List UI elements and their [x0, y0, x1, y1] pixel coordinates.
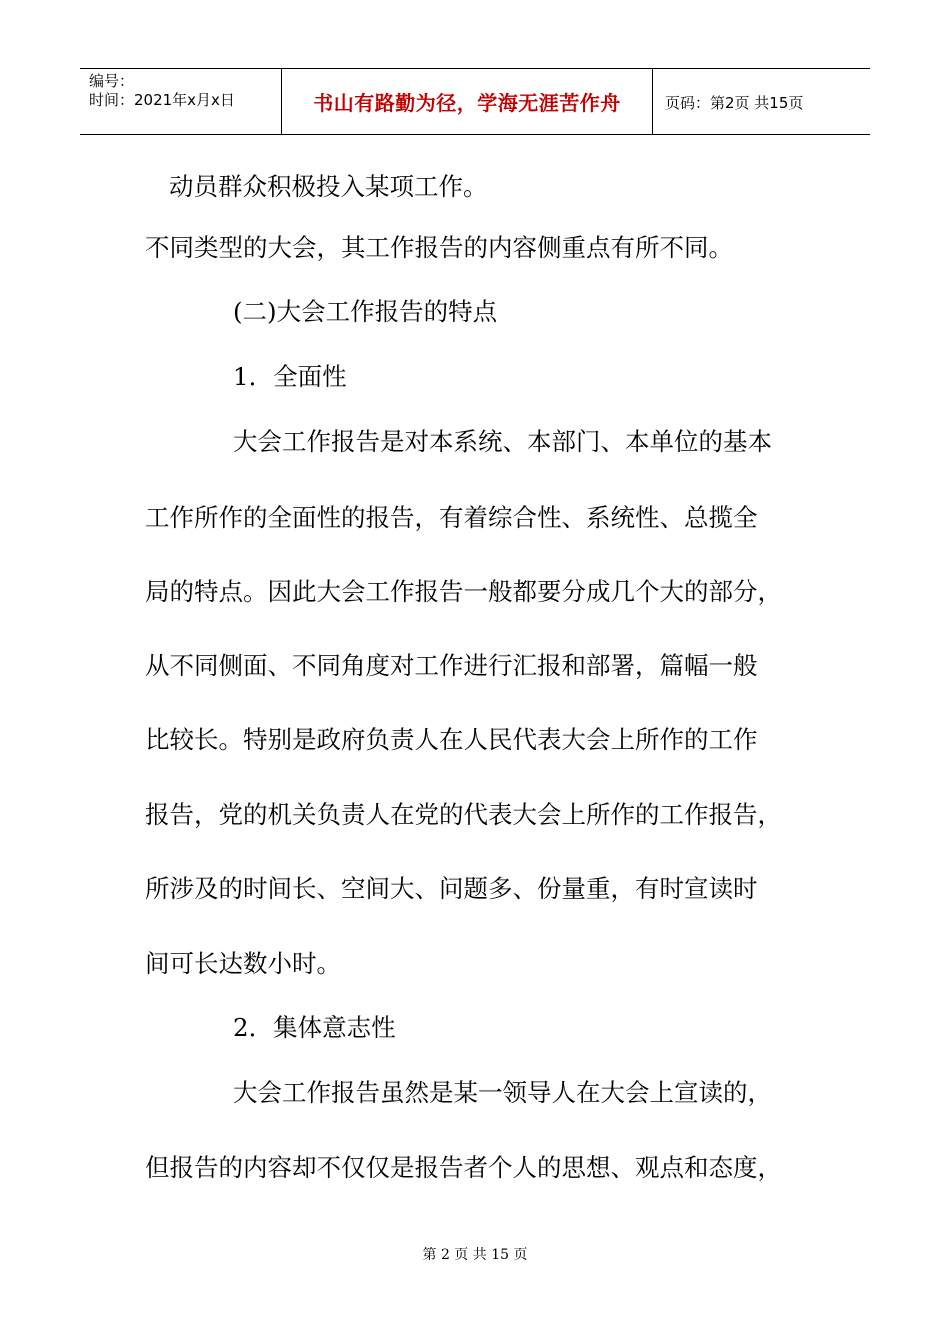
body-line: 大会工作报告是对本系统、本部门、本单位的基本: [233, 427, 772, 456]
body-line: 从不同侧面、不同角度对工作进行汇报和部署，篇幅一般: [145, 651, 758, 680]
header-page-info: 页码：第2页 共15页: [665, 94, 804, 112]
header-motto: 书山有路勤为径，学海无涯苦作舟: [313, 91, 621, 115]
body-line: 局的特点。因此大会工作报告一般都要分成几个大的部分，: [145, 577, 782, 606]
body-line: 工作所作的全面性的报告，有着综合性、系统性、总揽全: [145, 503, 758, 532]
body-line: 比较长。特别是政府负责人在人民代表大会上所作的工作: [145, 725, 758, 754]
body-line: 间可长达数小时。: [145, 949, 341, 978]
body-line: 动员群众积极投入某项工作。: [169, 172, 488, 201]
body-line: 不同类型的大会，其工作报告的内容侧重点有所不同。: [145, 233, 733, 262]
section-heading: (二)大会工作报告的特点: [233, 297, 498, 326]
header-motto-cell: [281, 69, 653, 134]
body-line: 但报告的内容却不仅仅是报告者个人的思想、观点和态度，: [145, 1153, 782, 1182]
header-meta-cell: [80, 69, 281, 134]
document-header: [80, 68, 870, 135]
subsection-heading: 1．全面性: [233, 362, 347, 391]
header-page-cell: [653, 69, 870, 134]
document-number-label: 编号：: [89, 72, 135, 90]
body-line: 报告，党的机关负责人在党的代表大会上所作的工作报告，: [145, 800, 782, 829]
document-date: 时间：2021年x月x日: [89, 91, 235, 109]
body-line: 大会工作报告虽然是某一领导人在大会上宣读的，: [233, 1078, 772, 1107]
page-footer: 第 2 页 共 15 页: [422, 1247, 528, 1263]
subsection-heading: 2．集体意志性: [233, 1013, 396, 1042]
body-line: 所涉及的时间长、空间大、问题多、份量重，有时宣读时: [145, 874, 758, 903]
